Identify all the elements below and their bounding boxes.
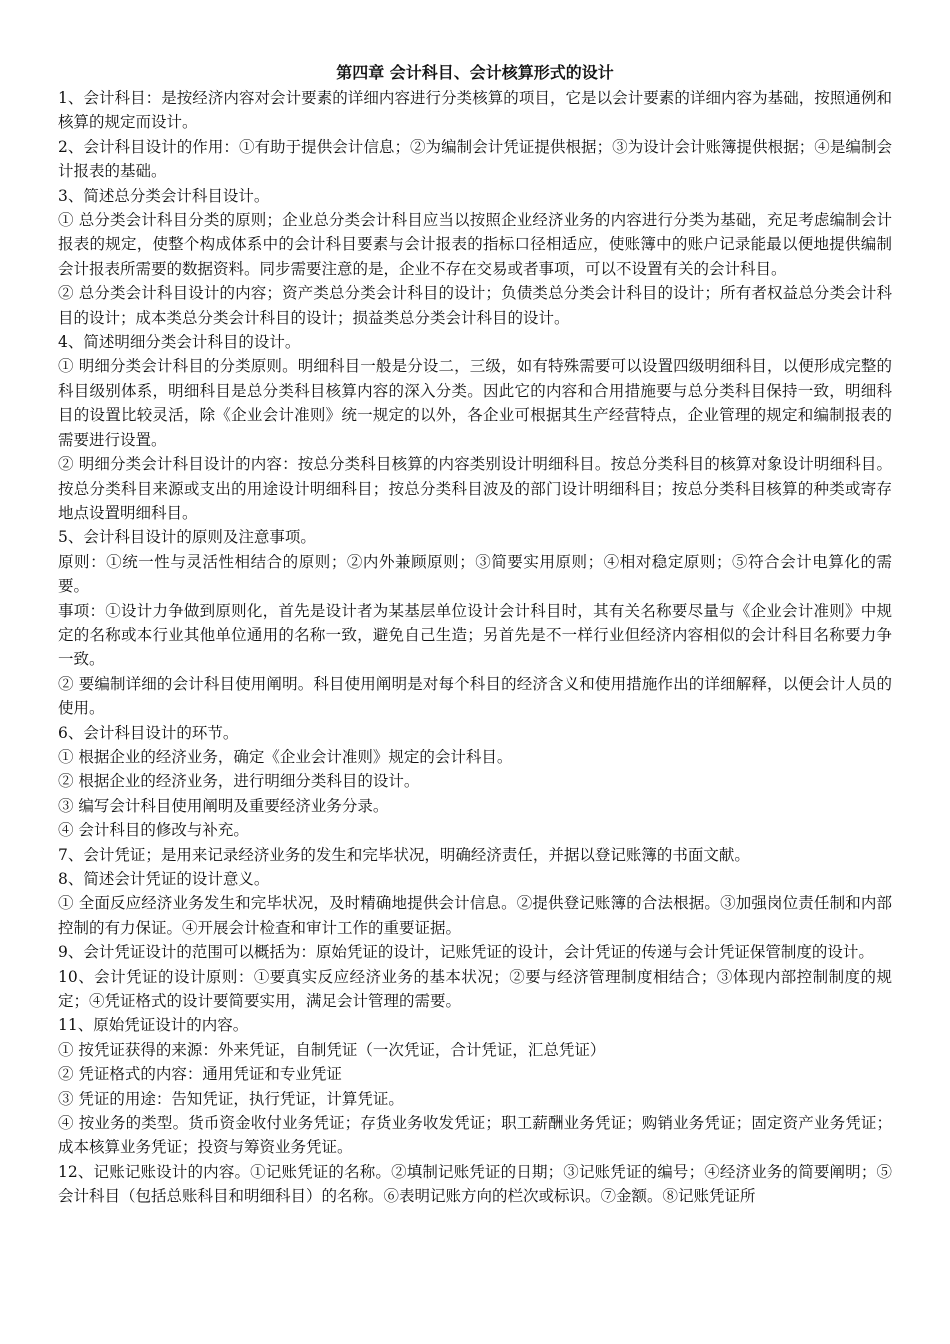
paragraph: ③ 编写会计科目使用阐明及重要经济业务分录。 xyxy=(58,796,389,815)
paragraph: 1、会计科目：是按经济内容对会计要素的详细内容进行分类核算的项目，它是以会计要素的详细内容为基础，按照通例和核算的规定而设计。 xyxy=(58,89,892,132)
paragraph: 2、会计科目设计的作用：①有助于提供会计信息；②为编制会计凭证提供根据；③为设计会计账簿提供根据；④是编制会计报表的基础。 xyxy=(58,137,892,181)
paragraph: ② 凭证格式的内容：通用凭证和专业凭证 xyxy=(58,1065,342,1084)
paragraph: 7、会计凭证；是用来记录经济业务的发生和完毕状况，明确经济责任，并据以登记账簿的书面文献。 xyxy=(58,845,750,864)
chapter-title: 第四章 会计科目、会计核算形式的设计 xyxy=(336,63,614,82)
paragraph: 11、原始凭证设计的内容。 xyxy=(58,1016,249,1035)
paragraph: ① 根据企业的经济业务，确定《企业会计准则》规定的会计科目。 xyxy=(58,747,513,766)
paragraph: 4、简述明细分类会计科目的设计。 xyxy=(58,333,301,352)
paragraph: 事项：①设计力争做到原则化，首先是设计者为某基层单位设计会计科目时，其有关名称要尽量与《企业会计准则》中规定的名称或本行业其他单位通用的名称一致，避免自己生造；另首先是不一样行业但经济内容相似的会计科目名称要力争一致。 xyxy=(58,601,892,669)
paragraph: ② 明细分类会计科目设计的内容：按总分类科目核算的内容类别设计明细科目。按总分类科目的核算对象设计明细科目。按总分类科目来源或支出的用途设计明细科目；按总分类科目波及的部门设计明细科目；按总分类科目核算的种类或寄存地点设置明细科目。 xyxy=(58,455,892,522)
paragraph: 6、会计科目设计的环节。 xyxy=(58,723,239,742)
paragraph: ① 按凭证获得的来源：外来凭证，自制凭证（一次凭证，合计凭证，汇总凭证） xyxy=(58,1040,606,1059)
paragraph: 8、简述会计凭证的设计意义。 xyxy=(58,870,270,888)
paragraph: ④ 会计科目的修改与补充。 xyxy=(58,821,249,840)
paragraph: ① 明细分类会计科目的分类原则。明细科目一般是分设二，三级，如有特殊需要可以设置四级明细科目，以便形成完整的科目级别体系，明细科目是总分类科目核算内容的深入分类。因此它的内容和合用措施要与总分类科目保持一致，明细科目的设置比较灵活，除《企业会计准则》统一规定的以外，各企业可根据其生产经营特点，企业管理的规定和编制报表的需要进行设置。 xyxy=(58,357,892,449)
paragraph: 12、记账记账设计的内容。①记账凭证的名称。②填制记账凭证的日期；③记账凭证的编号；④经济业务的简要阐明；⑤会计科目（包括总账科目和明细科目）的名称。⑥表明记账方向的栏次或标识。⑦金额。⑧记账凭证所 xyxy=(58,1162,892,1206)
paragraph: 9、会计凭证设计的范围可以概括为：原始凭证的设计，记账凭证的设计，会计凭证的传递与会计凭证保管制度的设计。 xyxy=(58,943,874,962)
paragraph: ② 总分类会计科目设计的内容；资产类总分类会计科目的设计；负债类总分类会计科目的设计；所有者权益总分类会计科目的设计；成本类总分类会计科目的设计；损益类总分类会计科目的设计。 xyxy=(58,284,892,327)
paragraph: 原则：①统一性与灵活性相结合的原则；②内外兼顾原则；③简要实用原则；④相对稳定原则；⑤符合会计电算化的需要。 xyxy=(58,552,892,596)
paragraph: ④ 按业务的类型。货币资金收付业务凭证；存货业务收发凭证；职工薪酬业务凭证；购销业务凭证；固定资产业务凭证；成本核算业务凭证；投资与筹资业务凭证。 xyxy=(58,1114,892,1157)
paragraph: 10、会计凭证的设计原则：①要真实反应经济业务的基本状况；②要与经济管理制度相结合；③体现内部控制制度的规定；④凭证格式的设计要简要实用，满足会计管理的需要。 xyxy=(58,967,892,1011)
document-page xyxy=(58,60,892,1209)
paragraph: 5、会计科目设计的原则及注意事项。 xyxy=(58,528,316,547)
paragraph: ② 要编制详细的会计科目使用阐明。科目使用阐明是对每个科目的经济含义和使用措施作出的详细解释，以便会计人员的使用。 xyxy=(58,674,892,718)
paragraph: ② 根据企业的经济业务，进行明细分类科目的设计。 xyxy=(58,772,420,791)
paragraph: ① 总分类会计科目分类的原则；企业总分类会计科目应当以按照企业经济业务的内容进行分类为基础，充足考虑编制会计报表的规定，使整个构成体系中的会计科目要素与会计报表的指标口径相适应，使账簿中的账户记录能最以便地提供编制会计报表所需要的数据资料。同步需要注意的是，企业不存在交易或者事项，可以不设置有关的会计科目。 xyxy=(58,211,892,278)
paragraph: ① 全面反应经济业务发生和完毕状况，及时精确地提供会计信息。②提供登记账簿的合法根据。③加强岗位责任制和内部控制的有力保证。④开展会计检查和审计工作的重要证据。 xyxy=(58,894,892,937)
paragraph: ③ 凭证的用途：告知凭证，执行凭证，计算凭证。 xyxy=(58,1089,404,1108)
paragraph: 3、简述总分类会计科目设计。 xyxy=(58,186,270,205)
